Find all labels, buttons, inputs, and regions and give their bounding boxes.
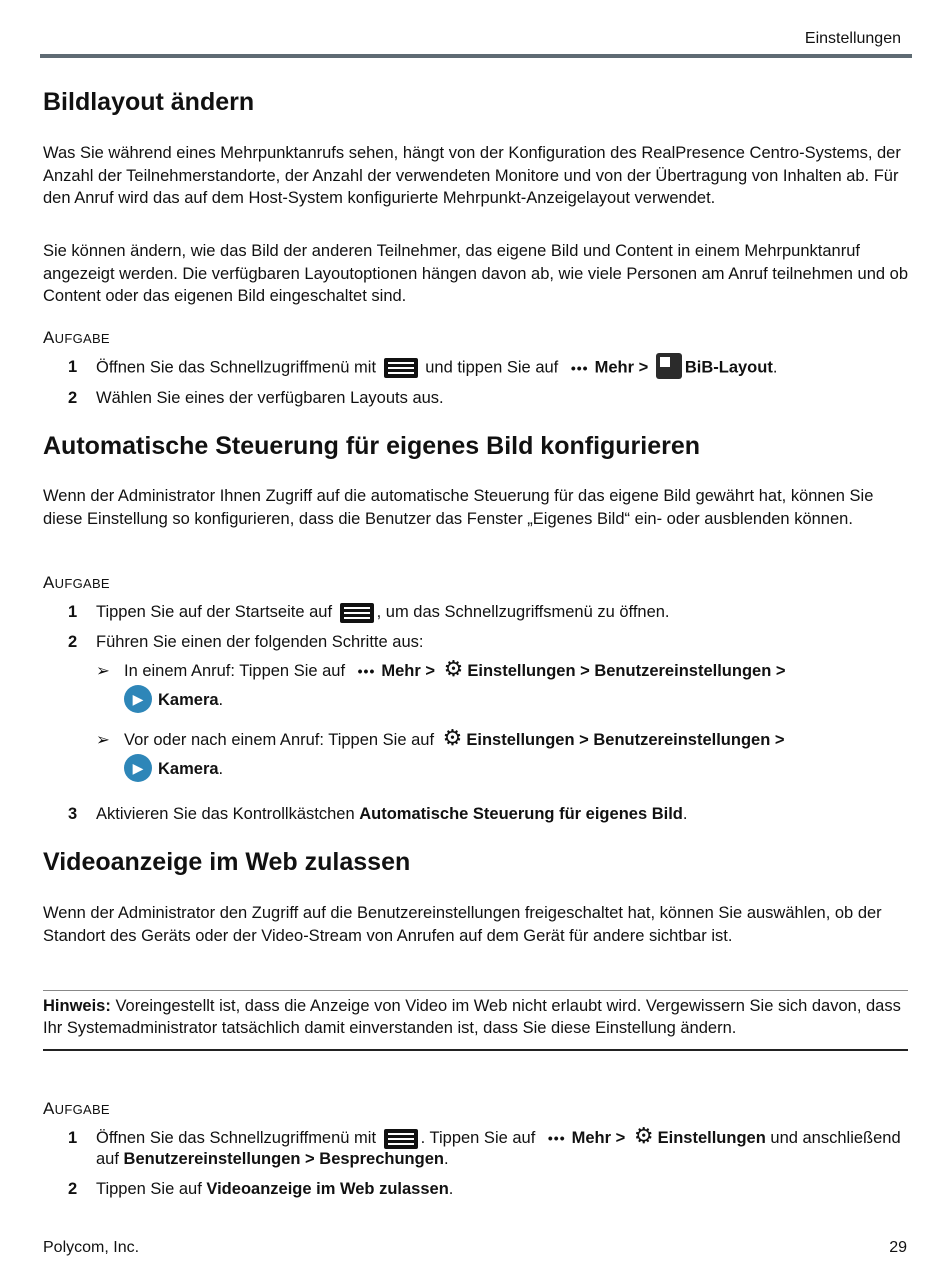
paragraph: Wenn der Administrator Ihnen Zugriff auf die automatische Steuerung für das eigene Bild gewährt hat, können Sie diese Einstellung so konfigurieren, dass die Benutzer das Fenster „Eigenes Bild“ ein- oder ausblenden können. [43,487,874,528]
step-number: 1 [68,1129,78,1147]
mehr-label: Mehr > [381,662,436,680]
paragraph: Sie können ändern, wie das Bild der anderen Teilnehmer, das eigene Bild und Content in einem Mehrpunktanruf angezeigt werden. Die verfügbaren Layoutoptionen hängen davon ab, wie viele Personen am Anruf teilnehmen und ob Content oder das eigenen Bild eingeschaltet sind. [43,242,909,305]
option-name: Videoanzeige im Web zulassen [206,1180,449,1198]
settings-path: Einstellungen > Benutzereinstellungen > [467,662,786,680]
menu-icon [384,1129,418,1149]
more-icon: ••• [547,1130,566,1147]
step-text: Vor oder nach einem Anruf: Tippen Sie auf [124,731,435,749]
menu-icon [340,603,374,623]
camera-label: Kamera [158,760,219,778]
settings-path: Einstellungen > Benutzereinstellungen > [466,731,785,749]
arrow-bullet-icon: ➢ [96,662,110,680]
step-text: Öffnen Sie das Schnellzugriffmenü mit [96,358,377,377]
step-number: 1 [68,358,78,376]
step-text: Führen Sie einen der folgenden Schritte aus: [96,633,424,651]
step-text: . Tippen Sie auf [420,1129,536,1147]
gear-icon: ⚙ [443,656,464,682]
bib-layout-icon [656,353,682,379]
section-title-auto-steuerung: Automatische Steuerung für eigenes Bild konfigurieren [43,432,701,460]
more-icon: ••• [357,663,376,680]
note-label: Hinweis: [43,997,111,1015]
step-number: 1 [68,603,78,621]
task-label: AUFGABE [43,328,110,347]
step-text: Wählen Sie eines der verfügbaren Layouts aus. [96,389,444,407]
camera-label: Kamera [158,691,219,710]
camera-icon: ▶ [124,754,152,782]
step-text: Tippen Sie auf [96,1180,202,1198]
mehr-label: Mehr > [571,1129,626,1147]
note-box [43,990,908,1051]
header-section-title: Einstellungen [804,30,901,47]
footer-page-number: 29 [889,1239,907,1256]
footer-company: Polycom, Inc. [43,1239,140,1256]
settings-path: Benutzereinstellungen > Besprechungen [123,1150,444,1169]
step-number: 2 [68,389,78,407]
header-rule [40,54,912,58]
section-title-bildlayout: Bildlayout ändern [43,88,255,116]
step-text: und tippen Sie auf [425,358,559,377]
more-icon: ••• [570,359,589,376]
bib-label: BiB-Layout [684,358,773,377]
paragraph: Wenn der Administrator den Zugriff auf die Benutzereinstellungen freigeschaltet hat, können Sie auswählen, ob der Standort des Geräts oder der Video-Stream von Anrufen auf dem Gerät für andere sichtbar ist. [43,904,882,945]
checkbox-name: Automatische Steuerung für eigenes Bild [359,805,683,823]
camera-icon: ▶ [124,685,152,713]
step-number: 3 [68,805,78,823]
step-text: In einem Anruf: Tippen Sie auf [124,662,346,680]
settings-label: Einstellungen [657,1129,766,1147]
menu-icon [384,358,418,378]
section-title-videoanzeige: Videoanzeige im Web zulassen [43,848,411,876]
mehr-label: Mehr > [594,358,649,377]
gear-icon: ⚙ [442,725,463,751]
paragraph: Was Sie während eines Mehrpunktanrufs sehen, hängt von der Konfiguration des RealPresence Centro-Systems, der Anzahl der Teilnehmerstandorte, der Anzahl der verwendeten Monitore und von der Übertragung von Inhalten ab. Für den Anruf wird das auf dem Host-System konfigurierte Mehrpunkt-Anzeigelayout verwendet. [43,144,901,207]
step-text: , um das Schnellzugriffsmenü zu öffnen. [376,603,670,621]
gear-icon: ⚙ [633,1123,654,1149]
step-number: 2 [68,1180,78,1198]
note-text: Voreingestellt ist, dass die Anzeige von Video im Web nicht erlaubt wird. Vergewissern Sie sich davon, dass Ihr Systemadministrator tatsächlich damit einverstanden ist, dass Sie diese Einstellung ändern. [43,997,901,1037]
step-text: Öffnen Sie das Schnellzugriffmenü mit [96,1129,377,1147]
step-text: und anschließend auf [96,1129,901,1169]
step-text: Tippen Sie auf der Startseite auf [96,603,333,621]
step-number: 2 [68,633,78,651]
arrow-bullet-icon: ➢ [96,731,110,749]
task-label: AUFGABE [43,1099,110,1118]
step-text: Aktivieren Sie das Kontrollkästchen [96,805,355,823]
task-label: AUFGABE [43,573,110,592]
